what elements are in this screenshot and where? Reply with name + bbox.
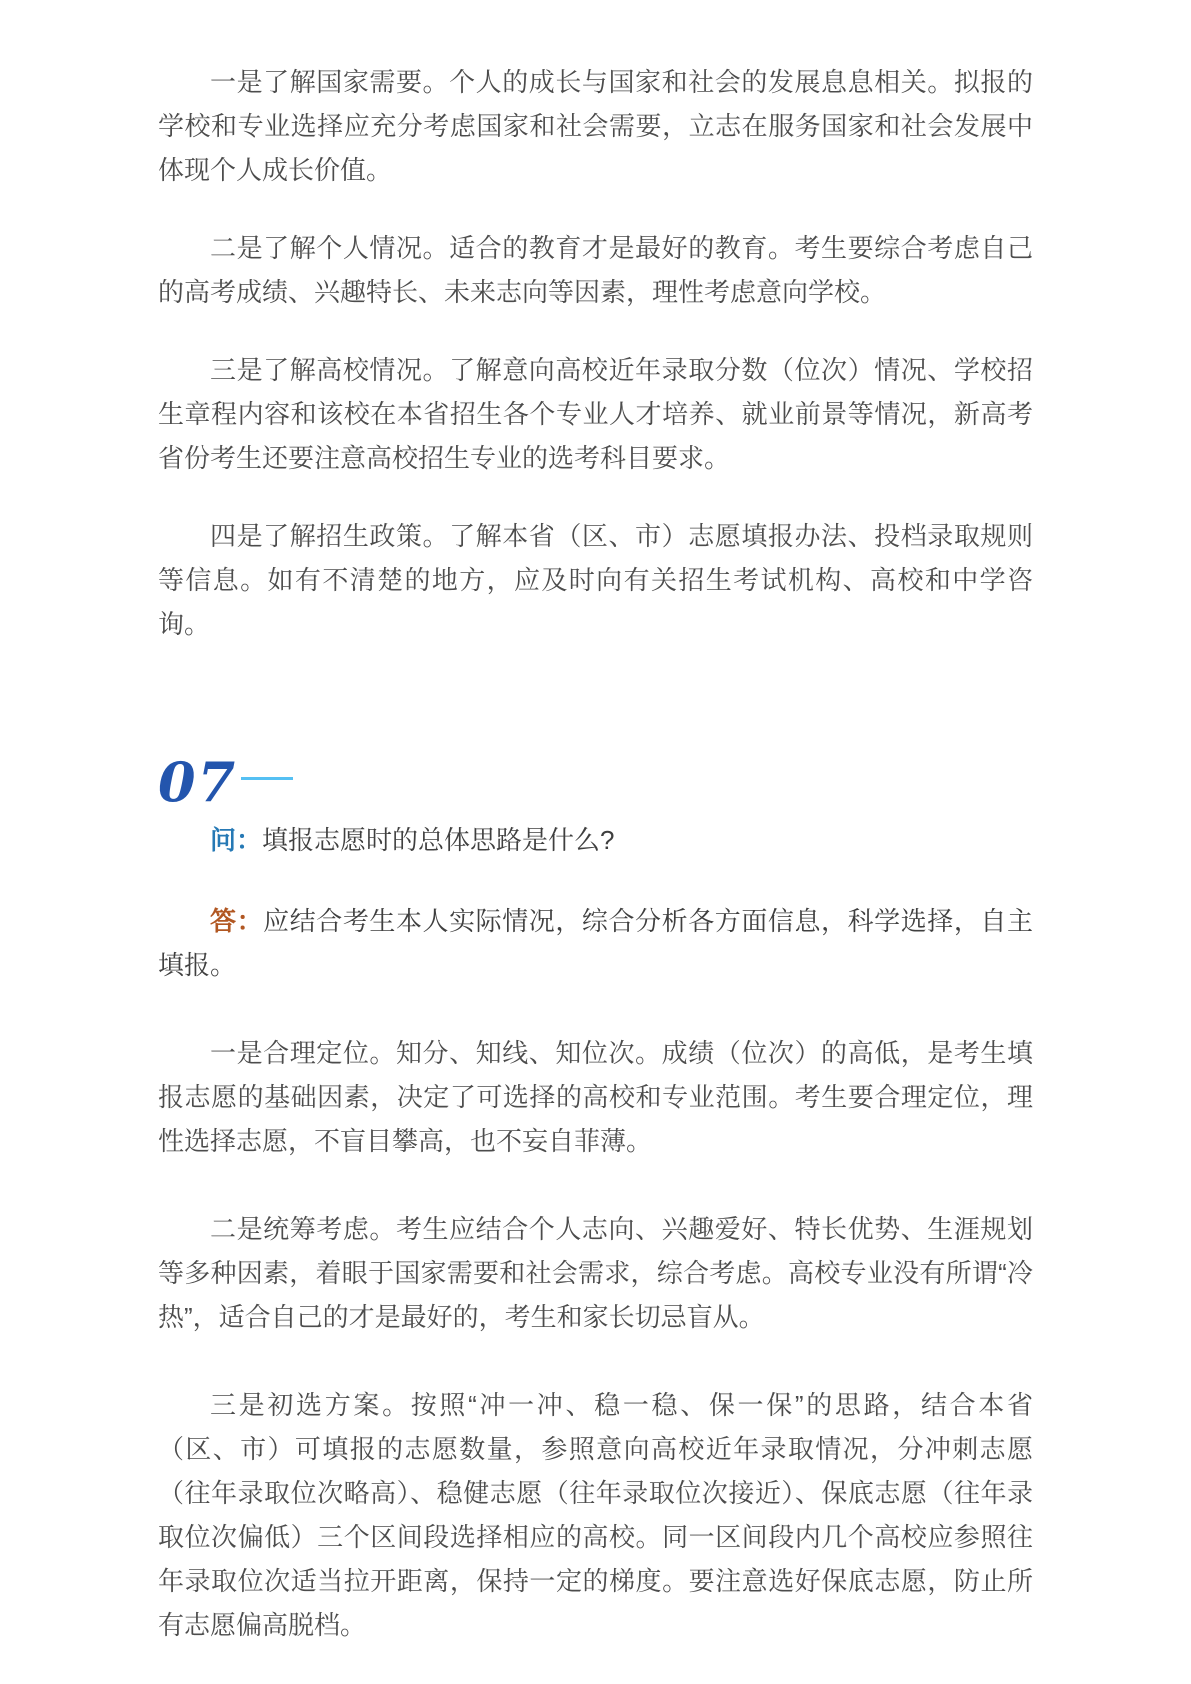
paragraph: 一是了解国家需要。个人的成长与国家和社会的发展息息相关。拟报的学校和专业选择应充分考虑国家和社会需要，立志在服务国家和社会发展中体现个人成长价值。 bbox=[158, 67, 1033, 185]
paragraph: 三是初选方案。按照“冲一冲、稳一稳、保一保”的思路，结合本省（区、市）可填报的志愿数量，参照意向高校近年录取情况，分冲刺志愿（往年录取位次略高）、稳健志愿（往年录取位次接近）、保底志愿（往年录取位次偏低）三个区间段选择相应的高校。同一区间段内几个高校应参照往年录取位次适当拉开距离，保持一定的梯度。要注意选好保底志愿，防止所有志愿偏高脱档。 bbox=[158, 1390, 1033, 1640]
intro-paragraph-group bbox=[158, 60, 1033, 646]
answer-label: 答： bbox=[210, 906, 264, 936]
answer-paragraph-group bbox=[158, 1031, 1033, 1647]
section-divider-line bbox=[241, 777, 293, 780]
answer-text: 应结合考生本人实际情况，综合分析各方面信息，科学选择，自主填报。 bbox=[158, 906, 1033, 980]
section-number: 07 bbox=[158, 750, 238, 814]
question-row bbox=[158, 818, 1033, 862]
paragraph: 三是了解高校情况。了解意向高校近年录取分数（位次）情况、学校招生章程内容和该校在本省招生各个专业人才培养、就业前景等情况，新高考省份考生还要注意高校招生专业的选考科目要求。 bbox=[158, 355, 1033, 473]
section-header bbox=[158, 752, 1033, 812]
paragraph: 二是了解个人情况。适合的教育才是最好的教育。考生要综合考虑自己的高考成绩、兴趣特长、未来志向等因素，理性考虑意向学校。 bbox=[158, 233, 1033, 307]
question-label: 问： bbox=[210, 825, 263, 855]
question-text: 填报志愿时的总体思路是什么? bbox=[262, 825, 615, 855]
answer-row bbox=[158, 899, 1033, 987]
paragraph: 四是了解招生政策。了解本省（区、市）志愿填报办法、投档录取规则等信息。如有不清楚的地方，应及时向有关招生考试机构、高校和中学咨询。 bbox=[158, 521, 1033, 639]
paragraph: 一是合理定位。知分、知线、知位次。成绩（位次）的高低，是考生填报志愿的基础因素，决定了可选择的高校和专业范围。考生要合理定位，理性选择志愿，不盲目攀高，也不妄自菲薄。 bbox=[158, 1038, 1033, 1156]
paragraph: 二是统筹考虑。考生应结合个人志向、兴趣爱好、特长优势、生涯规划等多种因素，着眼于国家需要和社会需求，综合考虑。高校专业没有所谓“冷热”，适合自己的才是最好的，考生和家长切忌盲从。 bbox=[158, 1214, 1033, 1332]
